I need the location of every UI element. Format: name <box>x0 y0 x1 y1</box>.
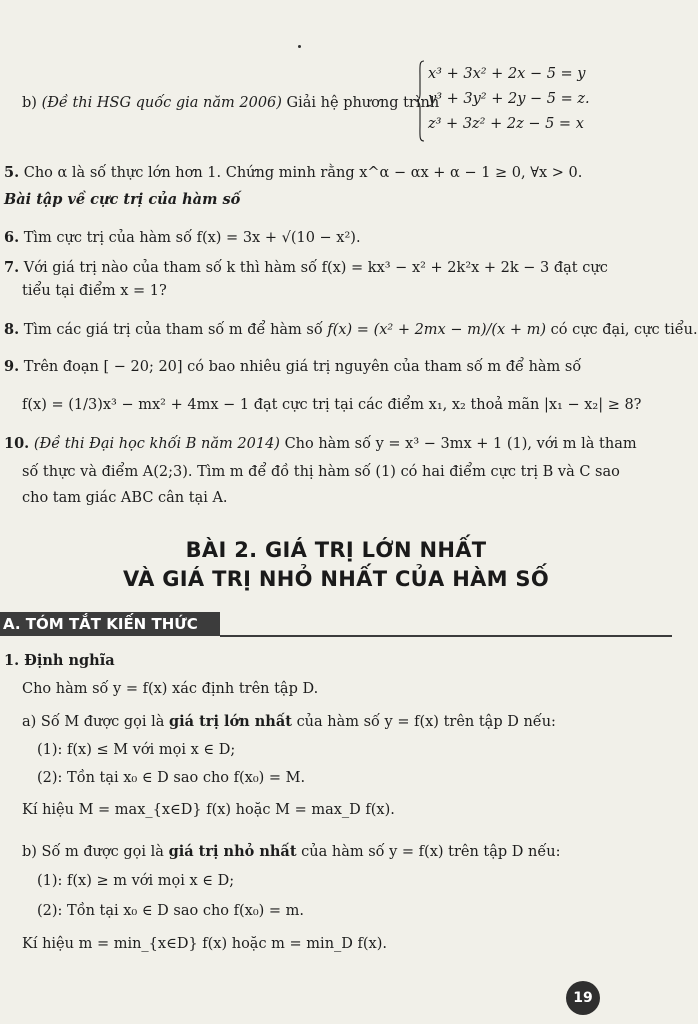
exercise-10-source: (Đề thi Đại học khối B năm 2014) <box>33 436 280 452</box>
exercise-8-function: f(x) = (x² + 2mx − m)/(x + m) <box>327 322 547 338</box>
min-condition-1: (1): f(x) ≥ m với mọi x ∈ D; <box>37 873 235 889</box>
exercise-7-number: 7. <box>4 259 20 276</box>
max-definition-lead: a) Số M được gọi là <box>22 714 165 730</box>
section-a-banner: A. TÓM TẮT KIẾN THỨC <box>0 612 220 636</box>
exercise-7 <box>4 258 608 278</box>
section-a-rule <box>220 635 672 637</box>
system-brace <box>416 60 425 142</box>
exercise-b-text: Giải hệ phương trình <box>286 95 440 111</box>
lesson-title-line-2: VÀ GIÁ TRỊ NHỎ NHẤT CỦA HÀM SỐ <box>122 567 550 591</box>
exercise-8-text: Tìm các giá trị của tham số m để hàm số <box>23 322 323 338</box>
exercise-7-text: Với giá trị nào của tham số k thì hàm số f(x) = kx³ − x² + 2k²x + 2k − 3 đạt cực <box>23 260 608 276</box>
exercise-8-text-after: có cực đại, cực tiểu. <box>550 322 698 338</box>
definition-heading: 1. Định nghĩa <box>4 652 115 669</box>
speck <box>298 45 301 48</box>
system-eq-1: x³ + 3x² + 2x − 5 = y <box>428 66 586 82</box>
exercise-8-number: 8. <box>4 321 20 338</box>
exercise-9-number: 9. <box>4 358 20 375</box>
max-definition-tail: của hàm số y = f(x) trên tập D nếu: <box>296 714 556 730</box>
exercise-10-number: 10. <box>4 435 30 452</box>
exercise-8 <box>4 320 698 340</box>
min-definition <box>22 842 561 862</box>
exercise-9-text: Trên đoạn [ − 20; 20] có bao nhiêu giá trị nguyên của tham số m để hàm số <box>23 359 582 375</box>
exercise-10-line-3: cho tam giác ABC cân tại A. <box>22 490 228 506</box>
lesson-title-line-1: BÀI 2. GIÁ TRỊ LỚN NHẤT <box>185 538 487 562</box>
exercise-10-line-2: số thực và điểm A(2;3). Tìm m để đồ thị hàm số (1) có hai điểm cực trị B và C sao <box>22 464 620 480</box>
min-definition-lead: b) Số m được gọi là <box>22 844 164 860</box>
system-eq-2: y³ + 3y² + 2y − 5 = z. <box>428 91 590 107</box>
exercise-b <box>22 93 439 113</box>
max-definition <box>22 712 556 732</box>
exercise-5-number: 5. <box>4 164 20 181</box>
exercise-5 <box>4 163 582 183</box>
min-definition-term: giá trị nhỏ nhất <box>168 843 297 860</box>
exercise-9-line-2: f(x) = (1/3)x³ − mx² + 4mx − 1 đạt cực trị tại các điểm x₁, x₂ thoả mãn |x₁ − x₂| ≥ 8? <box>22 397 642 413</box>
max-condition-1: (1): f(x) ≤ M với mọi x ∈ D; <box>37 742 236 758</box>
min-notation: Kí hiệu m = min_{x∈D} f(x) hoặc m = min_D f(x). <box>22 936 387 952</box>
extremum-heading: Bài tập về cực trị của hàm số <box>4 191 241 208</box>
exercise-7-line-2: tiểu tại điểm x = 1? <box>22 283 167 299</box>
definition-intro: Cho hàm số y = f(x) xác định trên tập D. <box>22 681 319 697</box>
max-definition-term: giá trị lớn nhất <box>169 713 292 730</box>
exercise-9 <box>4 357 581 377</box>
max-condition-2: (2): Tồn tại x₀ ∈ D sao cho f(x₀) = M. <box>37 770 306 786</box>
exercise-6-number: 6. <box>4 229 20 246</box>
exercise-6-text: Tìm cực trị của hàm số f(x) = 3x + √(10 − x²). <box>23 230 361 246</box>
max-notation: Kí hiệu M = max_{x∈D} f(x) hoặc M = max_D f(x). <box>22 802 395 818</box>
system-eq-3: z³ + 3z² + 2z − 5 = x <box>428 116 584 132</box>
min-definition-tail: của hàm số y = f(x) trên tập D nếu: <box>301 844 561 860</box>
exercise-10-text: Cho hàm số y = x³ − 3mx + 1 (1), với m là tham <box>284 436 637 452</box>
exercise-b-label: b) <box>22 95 37 111</box>
exercise-6 <box>4 228 361 248</box>
exercise-b-source: (Đề thi HSG quốc gia năm 2006) <box>41 95 282 111</box>
exercise-10 <box>4 434 637 454</box>
equation-system <box>428 62 590 137</box>
exercise-5-text: Cho α là số thực lớn hơn 1. Chứng minh rằng x^α − αx + α − 1 ≥ 0, ∀x > 0. <box>23 165 583 181</box>
min-condition-2: (2): Tồn tại x₀ ∈ D sao cho f(x₀) = m. <box>37 903 305 919</box>
page-number: 19 <box>566 981 600 1015</box>
